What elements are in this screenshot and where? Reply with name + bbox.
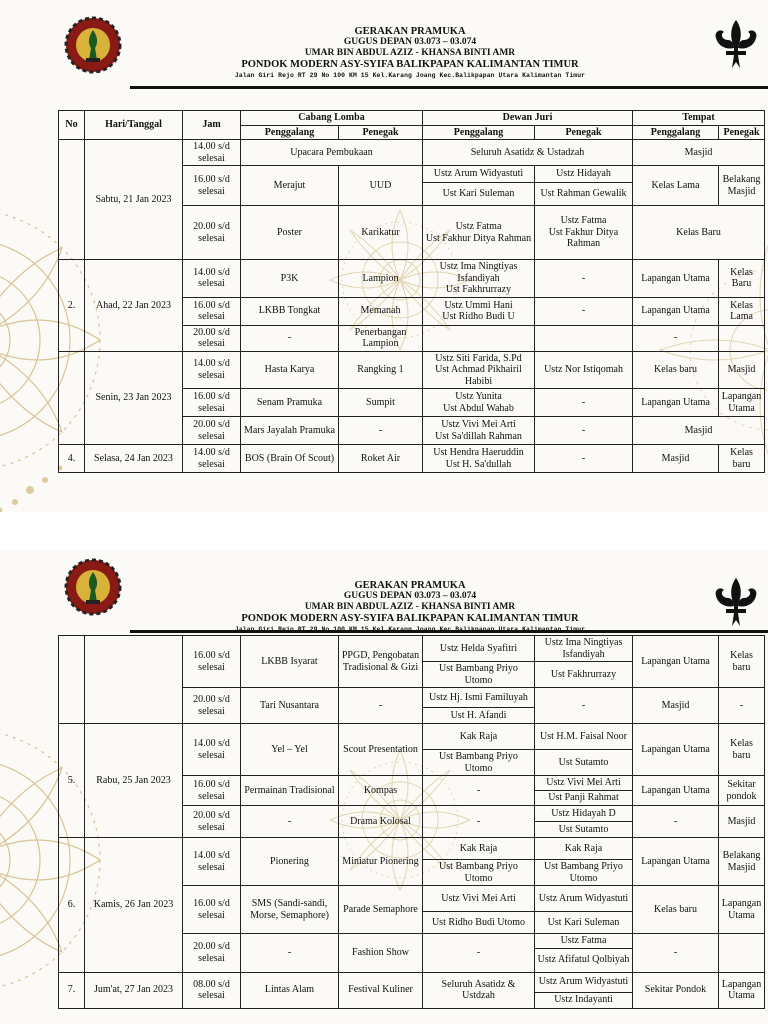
cell-tempat-penggalang: Kelas Lama	[633, 166, 719, 206]
cell-no	[59, 636, 85, 724]
cell-cabang-penegak: Penerbangan Lampion	[339, 325, 423, 351]
cell-tempat-penegak: Kelas baru	[719, 636, 765, 688]
cell-date: Jum'at, 27 Jan 2023	[85, 972, 183, 1008]
cell-juri-penegak: Ustz Vivi Mei Arti	[535, 776, 633, 791]
cell-tempat-penggalang: Lapangan Utama	[633, 724, 719, 776]
cell-juri-penggalang: Kak Raja	[423, 724, 535, 750]
cell-juri-penegak: Ustz Afifatul Qolbiyah	[535, 948, 633, 972]
juri-name: Ust Achmad Pikhairil Habibi	[435, 364, 522, 387]
scan-page-2	[0, 550, 768, 1024]
cell-cabang-penggalang: LKBB Tongkat	[241, 297, 339, 325]
cell-cabang-penegak: Sumpit	[339, 389, 423, 417]
table-row	[59, 351, 765, 389]
cell-date: Selasa, 24 Jan 2023	[85, 445, 183, 473]
header-rule	[130, 86, 768, 89]
cell-no: 4.	[59, 445, 85, 473]
cell-date	[85, 636, 183, 724]
cell-juri-penegak: Ust Sutamto	[535, 822, 633, 838]
cell-juri-penegak: Ust Bambang Priyo Utomo	[535, 860, 633, 886]
sub-penegak: Penegak	[535, 125, 633, 140]
cell-jam: 14.00 s/d selesai	[183, 445, 241, 473]
cell-jam: 14.00 s/d selesai	[183, 260, 241, 298]
cell-cabang-penggalang: Yel – Yel	[241, 724, 339, 776]
cell-cabang-penegak: Parade Semaphore	[339, 886, 423, 934]
sub-penegak: Penegak	[339, 125, 423, 140]
cell-tempat-penegak: Kelas Lama	[719, 297, 765, 325]
cell-juri-penegak: -	[535, 417, 633, 445]
cell-tempat-penggalang: -	[633, 806, 719, 838]
table-row	[59, 838, 765, 860]
col-no: No	[59, 111, 85, 140]
cell-jam: 16.00 s/d selesai	[183, 166, 241, 206]
table-row	[59, 724, 765, 750]
cell-jam: 14.00 s/d selesai	[183, 724, 241, 776]
cell-jam: 16.00 s/d selesai	[183, 389, 241, 417]
cell-tempat-penegak: Masjid	[719, 806, 765, 838]
cell-juri-penegak: Ustz Nor Istiqomah	[535, 351, 633, 389]
cell-juri-penegak: Ustz Fatma	[535, 934, 633, 949]
cell-tempat-penegak: Masjid	[719, 351, 765, 389]
cell-jam: 14.00 s/d selesai	[183, 351, 241, 389]
cell-juri-penggalang: Kak Raja	[423, 838, 535, 860]
cell-juri-penggalang	[423, 351, 535, 389]
header-rule	[130, 630, 768, 633]
cell-tempat-penegak	[719, 934, 765, 973]
cell-cabang-penggalang: Hasta Karya	[241, 351, 339, 389]
cell-juri-penggalang: Ust Ridho Budi Utomo	[423, 912, 535, 934]
cell-tempat-penggalang: Masjid	[633, 445, 719, 473]
juri-name: Ust Sa'dillah Rahman	[435, 430, 522, 442]
cell-tempat-penggalang: -	[633, 934, 719, 973]
cell-jam: 14.00 s/d selesai	[183, 838, 241, 886]
table-row	[59, 972, 765, 992]
cell-date: Senin, 23 Jan 2023	[85, 351, 183, 445]
cell-juri-penggalang: -	[423, 806, 535, 838]
cell-juri-penegak: -	[535, 260, 633, 298]
cell-juri-penggalang	[423, 206, 535, 260]
cell-juri-penegak: Ust Sutamto	[535, 750, 633, 776]
cell-cabang-penggalang: Permainan Tradisional	[241, 776, 339, 806]
cell-cabang-penegak: Festival Kuliner	[339, 972, 423, 1008]
cell-juri-penggalang	[423, 417, 535, 445]
cell-juri: Seluruh Asatidz & Ustadzah	[423, 140, 633, 166]
cell-tempat-penggalang: Lapangan Utama	[633, 389, 719, 417]
table-row	[59, 260, 765, 298]
org-name: GERAKAN PRAMUKA	[354, 580, 466, 591]
cell-juri-penegak: Ustz Hidayah D	[535, 806, 633, 822]
juri-name: Ust H. Sa'dullah	[445, 458, 512, 470]
cell-cabang-penggalang: Poster	[241, 206, 339, 260]
cell-tempat: Masjid	[633, 140, 765, 166]
cell-tempat-penegak: Lapangan Utama	[719, 972, 765, 1008]
cell-no: 7.	[59, 972, 85, 1008]
cell-juri-penggalang: Seluruh Asatidz & Ustdzah	[423, 972, 535, 1008]
cell-tempat-penegak: -	[719, 688, 765, 724]
cell-juri-penegak	[535, 206, 633, 260]
cell-cabang-penggalang: -	[241, 806, 339, 838]
juri-name: Ustz Vivi Mei Arti	[441, 419, 516, 430]
cell-tempat: Masjid	[633, 417, 765, 445]
cell-date: Kamis, 26 Jan 2023	[85, 838, 183, 973]
cell-cabang-penegak: UUD	[339, 166, 423, 206]
cell-juri-penegak: Ustz Arum Widyastuti	[535, 972, 633, 992]
cell-jam: 16.00 s/d selesai	[183, 636, 241, 688]
cell-jam: 20.00 s/d selesai	[183, 688, 241, 724]
cell-cabang-penggalang: -	[241, 934, 339, 973]
sub-penggalang: Penggalang	[423, 125, 535, 140]
school-name: PONDOK MODERN ASY-SYIFA BALIKPAPAN KALIMANTAN TIMUR	[241, 613, 579, 624]
letterhead	[0, 10, 768, 90]
cell-cabang-penegak: Kompas	[339, 776, 423, 806]
cell-juri-penggalang	[423, 260, 535, 298]
juri-name: Ust Hendra Haeruddin	[433, 447, 524, 458]
cell-juri-penggalang: Ust H. Afandi	[423, 708, 535, 724]
letterhead-text	[190, 26, 630, 81]
pangkalan-name: UMAR BIN ABDUL AZIZ - KHANSA BINTI AMR	[304, 602, 516, 612]
juri-name: Ustz Ummi Hani	[444, 299, 513, 311]
cell-juri-penggalang: -	[423, 934, 535, 973]
sub-penggalang: Penggalang	[241, 125, 339, 140]
cell-cabang-penggalang: Senam Pramuka	[241, 389, 339, 417]
cell-cabang-penggalang: Mars Jayalah Pramuka	[241, 417, 339, 445]
cell-juri-penggalang: -	[423, 776, 535, 806]
cell-jam: 20.00 s/d selesai	[183, 806, 241, 838]
table-row	[59, 445, 765, 473]
cell-tempat-penggalang: Sekitar Pondok	[633, 972, 719, 1008]
juri-name: Ustz Fatma	[455, 221, 502, 232]
cell-cabang-penggalang: -	[241, 325, 339, 351]
juri-name: Ust Abdul Wahab	[443, 402, 514, 414]
cell-juri-penggalang: Ustz Arum Widyastuti	[423, 166, 535, 183]
cell-cabang-penggalang: P3K	[241, 260, 339, 298]
cell-cabang-penggalang: Lintas Alam	[241, 972, 339, 1008]
juri-name: Ust Ridho Budi U	[442, 311, 515, 322]
pramuka-gugus-depan-logo	[64, 558, 122, 616]
pramuka-gugus-depan-logo	[64, 16, 122, 74]
cell-tempat-penegak: Kelas Baru	[719, 260, 765, 298]
cell-tempat-penegak: Sekitar pondok	[719, 776, 765, 806]
org-name: GERAKAN PRAMUKA	[354, 26, 466, 37]
scout-lily-icon	[712, 18, 760, 70]
cell-tempat-penegak: Lapangan Utama	[719, 389, 765, 417]
cell-cabang-penggalang: LKBB Isyarat	[241, 636, 339, 688]
cell-jam: 14.00 s/d selesai	[183, 140, 241, 166]
cell-no: 5.	[59, 724, 85, 838]
cell-cabang-penegak: Roket Air	[339, 445, 423, 473]
cell-cabang-penegak: Miniatur Pionering	[339, 838, 423, 886]
schedule-table-page-2	[58, 635, 765, 1009]
cell-juri-penegak: Ust Fakhrurrazy	[535, 662, 633, 688]
cell-juri-penggalang: Ust Bambang Priyo Utomo	[423, 860, 535, 886]
cell-juri-penggalang	[423, 297, 535, 325]
cell-cabang-penegak: PPGD, Pengobatan Tradisional & Gizi	[339, 636, 423, 688]
pangkalan-name: UMAR BIN ABDUL AZIZ - KHANSA BINTI AMR	[304, 48, 516, 58]
cell-juri-penegak: Ust Rahman Gewalik	[535, 183, 633, 206]
cell-cabang-penegak: Rangking 1	[339, 351, 423, 389]
cell-cabang-penggalang: SMS (Sandi-sandi, Morse, Semaphore)	[241, 886, 339, 934]
cell-no: 2.	[59, 260, 85, 352]
cell-tempat-penegak: Belakang Masjid	[719, 838, 765, 886]
cell-date: Ahad, 22 Jan 2023	[85, 260, 183, 352]
juri-name: Ust Fakhur Ditya Rahman	[548, 226, 619, 250]
cell-cabang-penegak: -	[339, 417, 423, 445]
cell-cabang-penegak: Scout Presentation	[339, 724, 423, 776]
cell-date: Sabtu, 21 Jan 2023	[85, 140, 183, 260]
sub-penegak: Penegak	[719, 125, 765, 140]
col-dewan-juri: Dewan Juri	[423, 111, 633, 126]
cell-tempat-penggalang: Lapangan Utama	[633, 838, 719, 886]
gugus-depan: GUGUS DEPAN 03.073 – 03.074	[343, 591, 477, 601]
juri-name: Ustz Yunita	[455, 391, 502, 402]
address: Jalan Giri Rejo RT 29 No 100 KM 15 Kel.Karang Joang Kec.Balikpapan Utara Kalimantan Timur	[234, 72, 586, 79]
cell-juri-penegak: -	[535, 297, 633, 325]
juri-name: Ustz Siti Farida, S.Pd	[435, 352, 522, 364]
cell-juri-penegak: Kak Raja	[535, 838, 633, 860]
juri-name: Ust Fakhrurrazy	[445, 284, 512, 295]
cell-juri-penegak: Ustz Indayanti	[535, 992, 633, 1008]
cell-tempat: Kelas Baru	[633, 206, 765, 260]
cell-jam: 20.00 s/d selesai	[183, 934, 241, 973]
juri-name: Ust Fakhur Ditya Rahman	[425, 232, 532, 244]
school-name: PONDOK MODERN ASY-SYIFA BALIKPAPAN KALIMANTAN TIMUR	[241, 59, 579, 70]
col-jam: Jam	[183, 111, 241, 140]
cell-jam: 20.00 s/d selesai	[183, 325, 241, 351]
cell-juri-penggalang: Ustz Helda Syafitri	[423, 636, 535, 662]
cell-juri-penegak: Ustz Arum Widyastuti	[535, 886, 633, 912]
letterhead-text	[190, 580, 630, 635]
cell-tempat-penggalang: Kelas baru	[633, 351, 719, 389]
cell-juri-penegak: Ustz Hidayah	[535, 166, 633, 183]
cell-juri-penggalang: Ust Bambang Priyo Utomo	[423, 662, 535, 688]
cell-juri-penggalang	[423, 325, 535, 351]
cell-juri-penegak: -	[535, 445, 633, 473]
cell-tempat-penegak: Lapangan Utama	[719, 886, 765, 934]
cell-cabang: Upacara Pembukaan	[241, 140, 423, 166]
cell-cabang-penegak: Memanah	[339, 297, 423, 325]
cell-juri-penegak: Ust H.M. Faisal Noor	[535, 724, 633, 750]
schedule-table-page-1	[58, 110, 765, 473]
cell-jam: 20.00 s/d selesai	[183, 417, 241, 445]
cell-tempat-penegak	[719, 325, 765, 351]
cell-juri-penegak: -	[535, 389, 633, 417]
cell-juri-penggalang	[423, 389, 535, 417]
cell-jam: 08.00 s/d selesai	[183, 972, 241, 1008]
cell-jam: 16.00 s/d selesai	[183, 297, 241, 325]
cell-tempat-penggalang: Lapangan Utama	[633, 636, 719, 688]
cell-no: 6.	[59, 838, 85, 973]
cell-tempat-penggalang: Lapangan Utama	[633, 260, 719, 298]
cell-juri-penegak: Ust Panji Rahmat	[535, 791, 633, 806]
cell-tempat-penegak: Kelas baru	[719, 724, 765, 776]
table-row	[59, 636, 765, 662]
cell-cabang-penegak: -	[339, 688, 423, 724]
cell-date: Rabu, 25 Jan 2023	[85, 724, 183, 838]
letterhead	[0, 554, 768, 634]
table-row	[59, 140, 765, 166]
col-tempat: Tempat	[633, 111, 765, 126]
cell-cabang-penggalang: BOS (Brain Of Scout)	[241, 445, 339, 473]
cell-jam: 16.00 s/d selesai	[183, 776, 241, 806]
cell-cabang-penegak: Drama Kolosal	[339, 806, 423, 838]
juri-name: Ustz Ima Ningtiyas Isfandiyah	[439, 261, 518, 284]
col-hari: Hari/Tanggal	[85, 111, 183, 140]
cell-cabang-penegak: Karikatur	[339, 206, 423, 260]
cell-no	[59, 140, 85, 260]
page-gap	[0, 512, 768, 550]
cell-cabang-penggalang: Pionering	[241, 838, 339, 886]
cell-tempat-penggalang: -	[633, 325, 719, 351]
gugus-depan: GUGUS DEPAN 03.073 – 03.074	[343, 37, 477, 47]
cell-juri-penegak: -	[535, 688, 633, 724]
cell-no	[59, 351, 85, 445]
cell-juri-penggalang: Ustz Vivi Mei Arti	[423, 886, 535, 912]
cell-juri-penegak	[535, 325, 633, 351]
cell-cabang-penggalang: Merajut	[241, 166, 339, 206]
cell-juri-penggalang: Ust Kari Suleman	[423, 183, 535, 206]
cell-tempat-penggalang: Lapangan Utama	[633, 776, 719, 806]
cell-tempat-penegak: Kelas baru	[719, 445, 765, 473]
cell-jam: 16.00 s/d selesai	[183, 886, 241, 934]
address: Jalan Giri Rejo RT 29 No 100 KM 15 Kel.Karang Joang Kec.Balikpapan Utara Kalimantan Timur	[234, 626, 586, 633]
cell-cabang-penggalang: Tari Nusantara	[241, 688, 339, 724]
cell-tempat-penggalang: Masjid	[633, 688, 719, 724]
cell-juri-penggalang	[423, 445, 535, 473]
cell-tempat-penegak: Belakang Masjid	[719, 166, 765, 206]
scout-lily-icon	[712, 576, 760, 628]
cell-cabang-penegak: Lampion	[339, 260, 423, 298]
col-cabang-lomba: Cabang Lomba	[241, 111, 423, 126]
sub-penggalang: Penggalang	[633, 125, 719, 140]
cell-tempat-penggalang: Lapangan Utama	[633, 297, 719, 325]
cell-juri-penegak: Ust Kari Suleman	[535, 912, 633, 934]
cell-tempat-penggalang: Kelas baru	[633, 886, 719, 934]
cell-cabang-penegak: Fashion Show	[339, 934, 423, 973]
cell-jam: 20.00 s/d selesai	[183, 206, 241, 260]
cell-juri-penggalang: Ustz Hj. Ismi Familuyah	[423, 688, 535, 708]
juri-name: Ustz Fatma	[560, 215, 607, 227]
cell-juri-penegak: Ustz Ima Ningtiyas Isfandiyah	[535, 636, 633, 662]
cell-juri-penggalang: Ust Bambang Priyo Utomo	[423, 750, 535, 776]
